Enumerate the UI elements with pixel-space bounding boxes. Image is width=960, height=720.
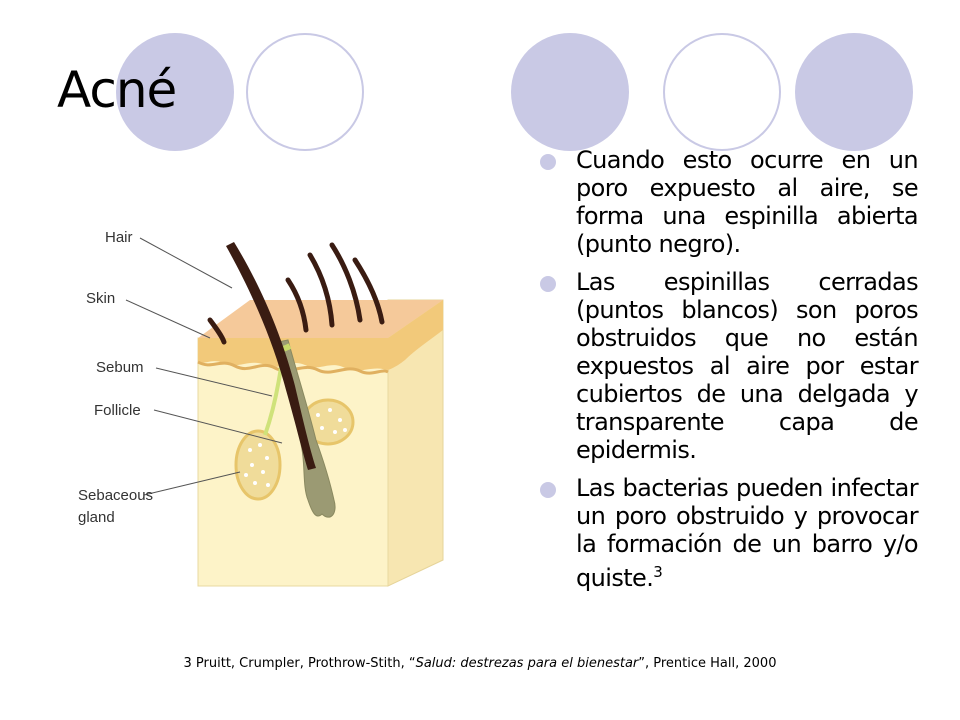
label-sebaceous: Sebaceous	[78, 487, 154, 504]
citation	[0, 656, 960, 671]
decor-circle-5	[795, 33, 913, 151]
bullet-item	[540, 474, 918, 592]
label-sebum: Sebum	[96, 359, 144, 376]
bullet-dot-icon	[540, 276, 556, 292]
citation-suffix: ”, Prentice Hall, 2000	[638, 656, 777, 671]
bullet-dot-icon	[540, 154, 556, 170]
footnote-marker: 3	[653, 563, 663, 581]
decor-circle-3	[511, 33, 629, 151]
bullet-dot-icon	[540, 482, 556, 498]
bullet-item	[540, 146, 918, 258]
page-title: Acné	[57, 61, 177, 119]
bullet-text: Las espinillas cerradas (puntos blancos) son poros obstruidos que no están expuestos al aire por estar cubiertos de una delgada y transparente capa de epidermis.	[576, 268, 918, 464]
bullet-text: Las bacterias pueden infectar un poro obstruido y provocar la formación de un barro y/o quiste.	[576, 474, 918, 592]
label-hair: Hair	[105, 229, 133, 246]
skin-diagram	[60, 200, 460, 600]
bullet-item	[540, 268, 918, 464]
bullet-list	[540, 146, 918, 602]
label-skin: Skin	[86, 290, 116, 307]
citation-title: Salud: destrezas para el bienestar	[415, 656, 639, 671]
label-gland: gland	[78, 509, 115, 526]
citation-prefix: 3 Pruitt, Crumpler, Prothrow-Stith, “	[183, 656, 416, 671]
decor-circle-4	[663, 33, 781, 151]
bullet-text: Cuando esto ocurre en un poro expuesto al aire, se forma una espinilla abierta (punto negro).	[576, 146, 918, 258]
decor-circle-2	[246, 33, 364, 151]
label-follicle: Follicle	[94, 402, 141, 419]
